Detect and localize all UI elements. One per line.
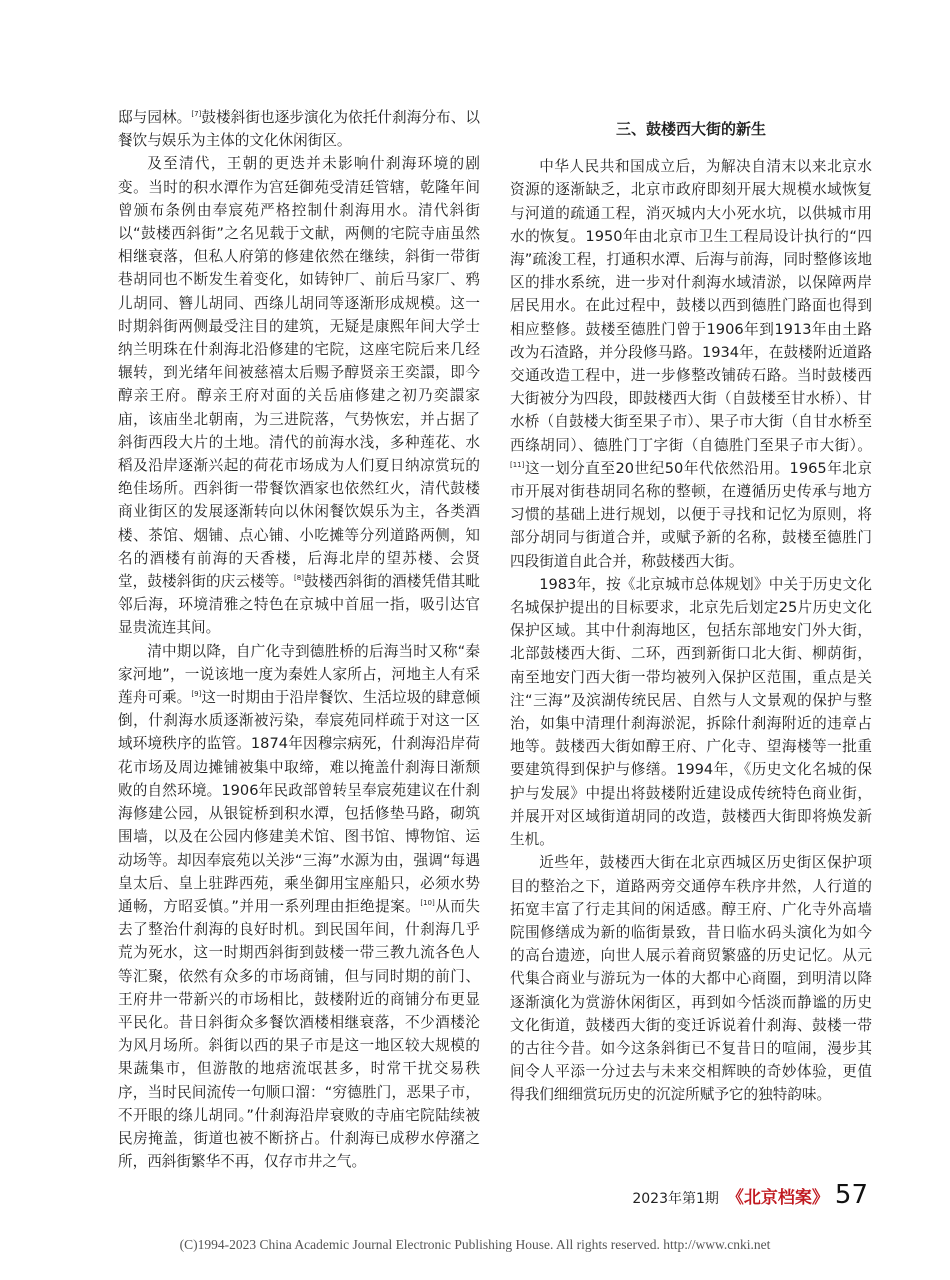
copyright-notice: (C)1994-2023 China Academic Journal Electronic Publishing House. All rights reserved. http://www.cnki.net [179,1237,771,1252]
journal-logo: 《北京档案》 [726,1188,829,1208]
paragraph: 近些年，鼓楼西大街在北京西城区历史街区保护项目的整治之下，道路两旁交通停车秩序井然，人行道的拓宽丰富了行走其间的闲适感。醇王府、广化寺外高墙院围修缮成为新的临街景致，昔日临水码头演化为如今的高台遗迹，向世人展示着商贸繁盛的历史记忆。从元代集合商业与游玩为一体的大都中心商圈，到明清以降逐渐演化为赏游休闲街区，再到如今恬淡而静谧的历史文化街道，鼓楼西大街的变迁诉说着什刹海、鼓楼一带的古往今昔。如今这条斜街已不复昔日的喧闹，漫步其间令人平添一分过去与未来交相辉映的奇妙体验，更值得我们细细赏玩历史的沉淀所赋予它的独特韵味。 [510,854,872,1104]
paragraph: 中华人民共和国成立后，为解决自清末以来北京水资源的逐渐缺乏，北京市政府即刻开展大规模水域恢复与河道的疏通工程，消灭城内大小死水坑，以供城市用水的恢复。1950年由北京市卫生工程局设计执行的“四海”疏浚工程，打通积水潭、后海与前海，同时整修该地区的排水系统，进一步对什刹海水域清淤，以保障两岸居民用水。在此过程中，鼓楼以西到德胜门路面也得到相应整修。鼓楼至德胜门曾于1906年到1913年由土路改为石渣路，并分段修马路。1934年，在鼓楼附近道路交通改造工程中，进一步修整改铺砖石路。当时鼓楼西大街被分为四段，即鼓楼西大街（自鼓楼至甘水桥）、甘水桥（自鼓楼大街至果子市）、果子市大街（自甘水桥至西绦胡同）、德胜门丁字街（自德胜门至果子市大街）。[11]这一划分直至20世纪50年代依然沿用。1965年北京市开展对街巷胡同名称的整顿，在遵循历史传承与地方习惯的基础上进行规划，以便于寻找和记忆为原则，将部分胡同与街道合并，或赋予新的名称，鼓楼至德胜门四段街道自此合并，称鼓楼西大街。 [510,158,872,570]
section-title: 三、鼓楼西大街的新生 [615,120,766,138]
issue-label: 2023年第1期 [632,1191,719,1207]
paragraph: 邸与园林。[7]鼓楼斜街也逐步演化为依托什刹海分布、以餐饮与娱乐为主体的文化休闲街区。 [118,109,480,150]
left-column [118,106,480,1173]
page-number: 57 [834,1180,868,1210]
page-footer [632,1180,868,1210]
footnote-ref: [7] [191,110,202,118]
right-column [510,106,872,1107]
paragraph: 清中期以降，自广化寺到德胜桥的后海当时又称“秦家河地”，一说该地一度为秦姓人家所占，河地主人有采莲舟可乘。[9]这一时期由于沿岸餐饮、生活垃圾的肆意倾倒，什刹海水质逐渐被污染，奉宸苑同样疏于对这一区域环境秩序的监管。1874年因穆宗病死，什刹海沿岸荷花市场及周边摊铺被集中取缔，难以掩盖什刹海日渐颓败的自然环境。1906年民政部曾转呈奉宸苑建议在什刹海修建公园，从银锭桥到积水潭，包括修垫马路，砌筑围墙，以及在公园内修建美术馆、图书馆、博物馆、运动场等。却因奉宸苑以关涉“三海”水源为由，强调“每遇皇太后、皇上驻跸西苑，乘坐御用宝座船只，必须水势通畅，方昭妥慎。”并用一系列理由拒绝提案。[10]从而失去了整治什刹海的良好时机。到民国年间，什刹海几乎荒为死水，这一时期西斜街到鼓楼一带三教九流各色人等汇聚，依然有众多的市场商铺，但与同时期的前门、王府井一带新兴的市场相比，鼓楼附近的商铺分布更显平民化。昔日斜街众多餐饮酒楼相继衰落，不少酒楼沦为风月场所。斜街以西的果子市是这一地区较大规模的果蔬集市，但游散的地痞流氓甚多，时常干扰交易秩序，当时民间流传一句顺口溜：“穷德胜门，恶果子市，不开眼的绦儿胡同。”什刹海沿岸衰败的寺庙宅院陆续被民房掩盖，街道也被不断挤占。什刹海已成秽水停潴之所，西斜街繁华不再，仅存市井之气。 [118,642,480,1171]
footnote-ref: [10] [420,898,435,907]
footnote-ref: [11] [510,460,525,469]
paragraph: 1983年，按《北京城市总体规划》中关于历史文化名城保护提出的目标要求，北京先后划定25片历史文化保护区域。其中什刹海地区，包括东部地安门外大街，北部鼓楼西大街、二环，西到新街口北大街、柳荫街，南至地安门西大街一带均被列入保护区范围，重点是关注“三海”及滨湖传统民居、自然与人文景观的保护与整治，如集中清理什刹海淤泥，拆除什刹海附近的违章占地等。鼓楼西大街如醇王府、广化寺、望海楼等一批重要建筑得到保护与修缮。1994年，《历史文化名城的保护与发展》中提出将鼓楼附近建设成传统特色商业街，并展开对区域街道胡同的改造，鼓楼西大街即将焕发新生机。 [510,575,872,849]
footnote-ref: [9] [191,690,202,699]
footnote-ref: [8] [294,574,304,583]
paragraph: 及至清代，王朝的更迭并未影响什刹海环境的剧变。当时的积水潭作为宫廷御苑受清廷管辖，乾隆年间曾颁布条例由奉宸苑严格控制什刹海用水。清代斜街以“鼓楼西斜街”之名见载于文献，两侧的宅院寺庙虽然相继衰落，但私人府第的修建依然在继续，斜街一带街巷胡同也不断发生着变化，如铸钟厂、前后马家厂、鸦儿胡同、簪儿胡同、西绦儿胡同等逐渐形成规模。这一时期斜街两侧最受注目的建筑，无疑是康熙年间大学士纳兰明珠在什刹海北沿修建的宅院，这座宅院后来几经辗转，到光绪年间被慈禧太后赐予醇贤亲王奕譞，即今醇亲王府。醇亲王府对面的关岳庙修建之初乃奕譞家庙，该庙坐北朝南，为三进院落，气势恢宏，并占据了斜街西段大片的土地。清代的前海水浅，多种莲花、水稻及沿岸逐渐兴起的荷花市场成为人们夏日纳凉赏玩的绝佳场所。西斜街一带餐饮酒家也依然红火，清代鼓楼商业街区的发展逐渐转向以休闲餐饮娱乐为主，各类酒楼、茶馆、烟铺、点心铺、小吃摊等分列道路两侧，知名的酒楼有前海的天香楼，后海北岸的望苏楼、会贤堂，鼓楼斜街的庆云楼等。[8]鼓楼西斜街的酒楼凭借其毗邻后海，环境清雅之特色在京城中首屈一指，吸引达官显贵流连其间。 [118,155,480,637]
